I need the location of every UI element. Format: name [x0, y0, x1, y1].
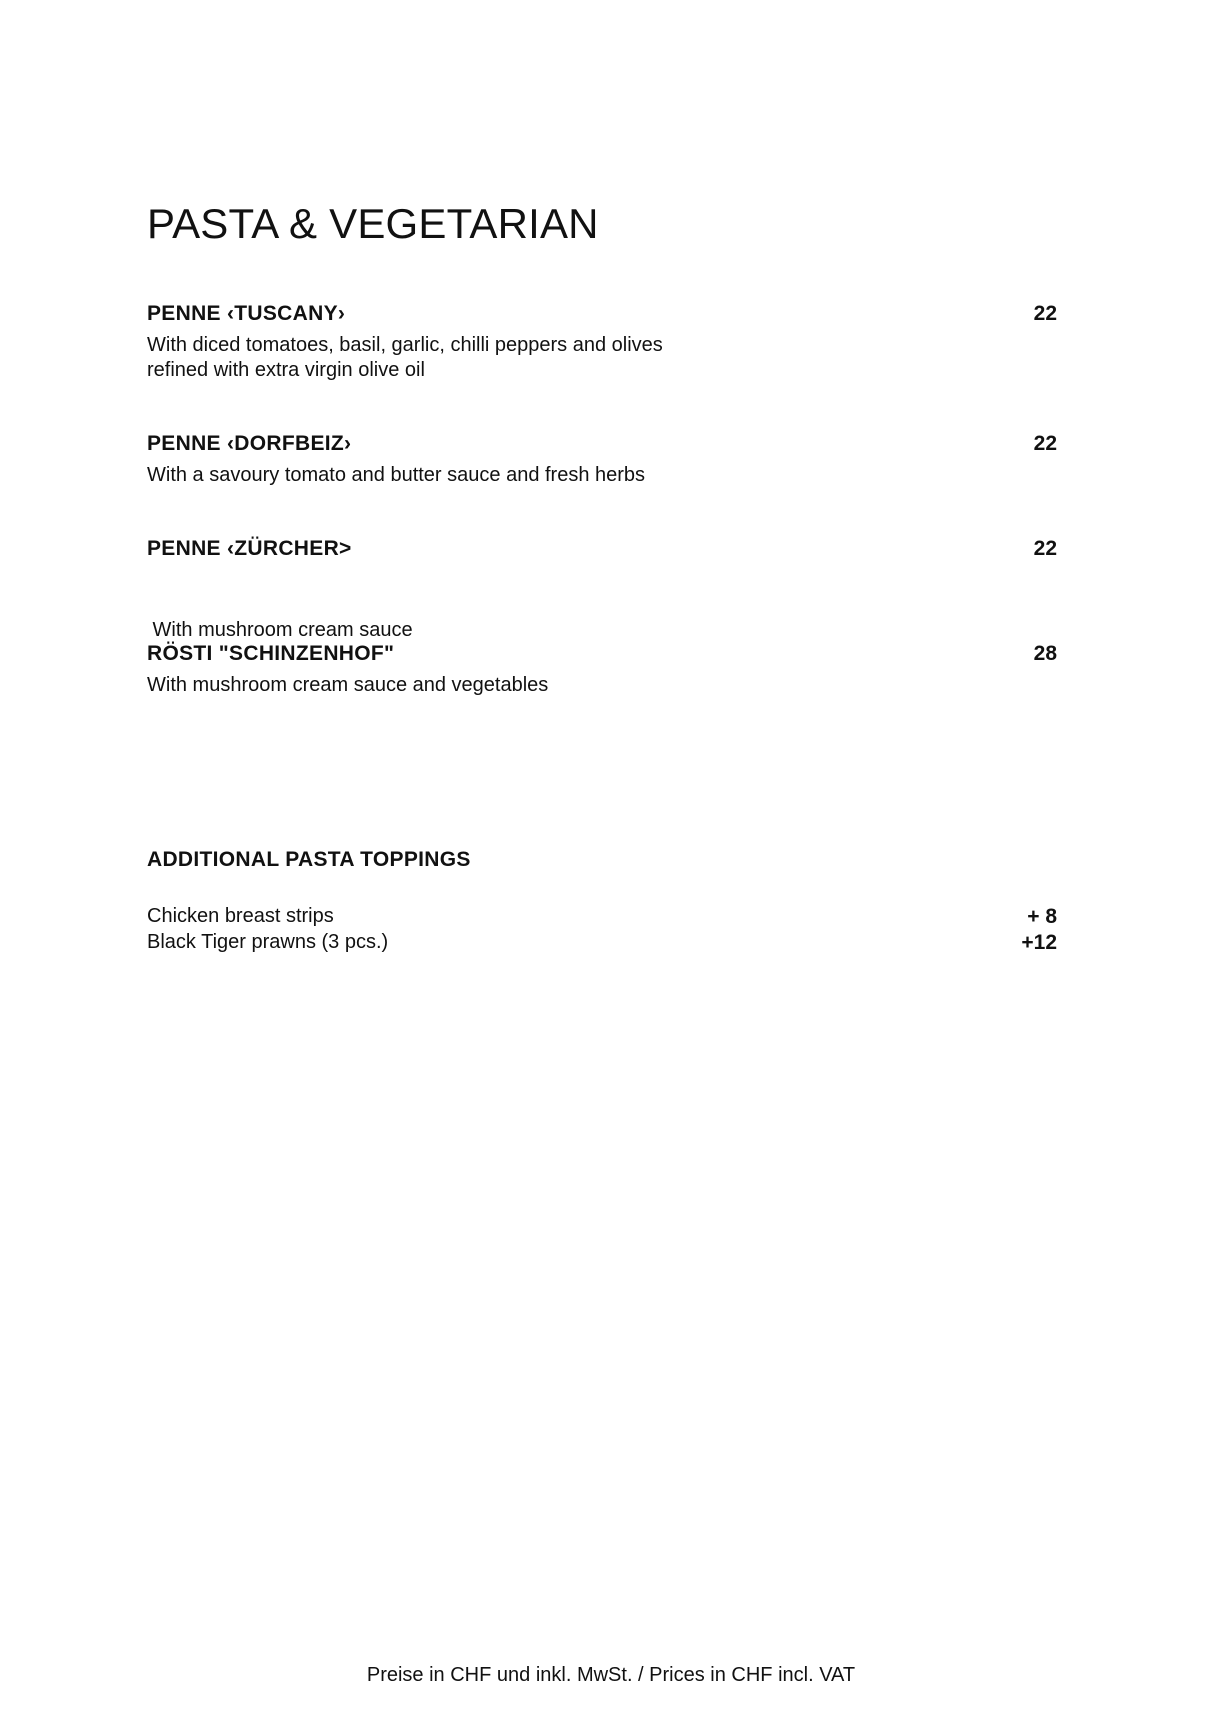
dish-name: RÖSTI "SCHINZENHOF"	[147, 642, 395, 665]
topping-name: Black Tiger prawns (3 pcs.)	[147, 931, 389, 953]
dish-name: PENNE ‹DORFBEIZ›	[147, 432, 352, 455]
dish-header	[147, 642, 1057, 668]
topping-item	[147, 904, 1057, 930]
dish-header	[147, 432, 1057, 458]
dish-header	[147, 302, 1057, 328]
dish-penne-tuscany	[147, 302, 1057, 383]
topping-price: +12	[1021, 931, 1057, 954]
dish-price: 22	[1033, 537, 1057, 560]
dish-description-line: With mushroom cream sauce and vegetables	[147, 674, 549, 696]
dish-description-line: With mushroom cream sauce	[147, 619, 413, 641]
dish-penne-dorfbeiz	[147, 432, 1057, 488]
dish-price: 22	[1033, 302, 1057, 325]
toppings-title: ADDITIONAL PASTA TOPPINGS	[147, 848, 471, 871]
dish-description-line: With a savoury tomato and butter sauce and fresh herbs	[147, 464, 646, 486]
dish-price: 28	[1033, 642, 1057, 665]
price-footnote: Preise in CHF und inkl. MwSt. / Prices in CHF incl. VAT	[366, 1664, 856, 1686]
topping-price: + 8	[1027, 905, 1057, 928]
toppings-list	[147, 904, 1057, 956]
dish-description-line: refined with extra virgin olive oil	[147, 359, 425, 381]
dish-price: 22	[1033, 432, 1057, 455]
topping-item	[147, 930, 1057, 956]
dish-description-line: With diced tomatoes, basil, garlic, chilli peppers and olives	[147, 334, 663, 356]
dish-roesti-schinzenhof	[147, 642, 1057, 698]
dish-name: PENNE ‹TUSCANY›	[147, 302, 346, 325]
dish-header	[147, 537, 1057, 563]
dish-description	[147, 673, 1057, 698]
dish-name: PENNE ‹ZÜRCHER>	[147, 537, 352, 560]
page-title: PASTA & VEGETARIAN	[147, 200, 599, 247]
dish-description	[147, 333, 1057, 383]
topping-name: Chicken breast strips	[147, 905, 334, 927]
dish-description	[147, 463, 1057, 488]
